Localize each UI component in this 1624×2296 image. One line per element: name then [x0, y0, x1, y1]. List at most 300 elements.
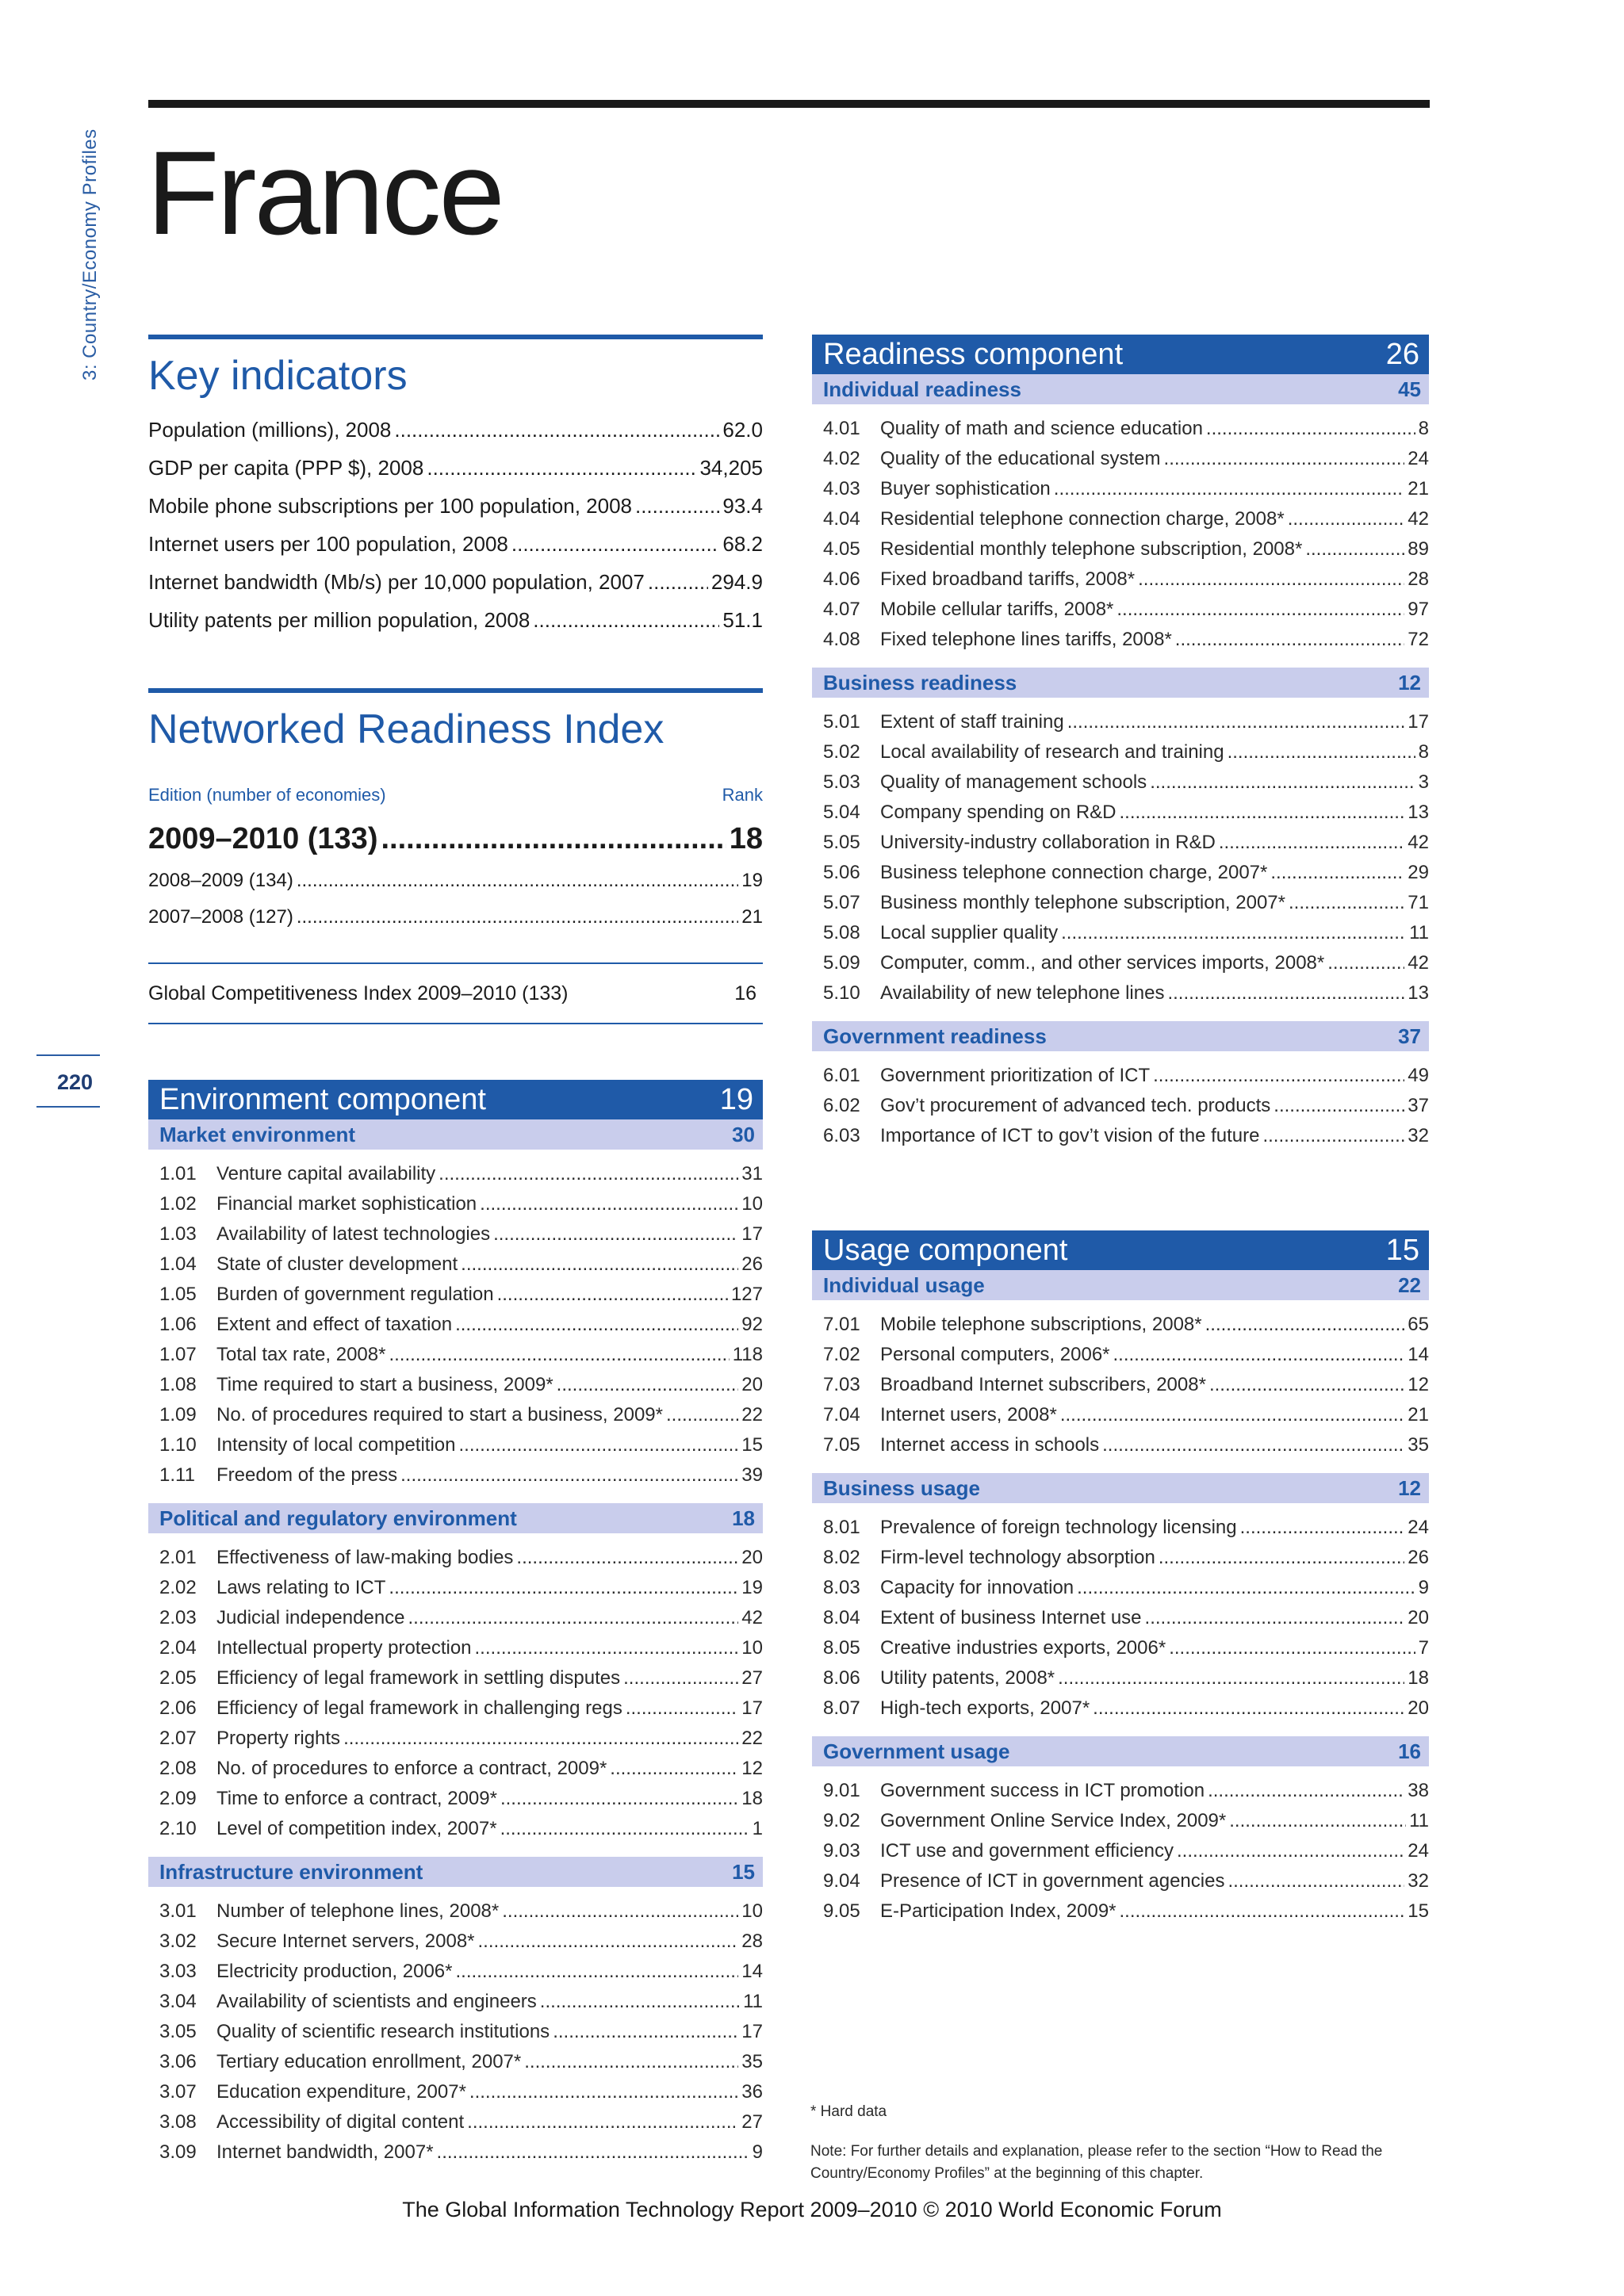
indicator-row — [812, 414, 1429, 444]
indicator-label: Local supplier quality — [880, 922, 1059, 943]
indicator-label: Total tax rate, 2008* — [216, 1344, 386, 1365]
nri-rank: 18 — [729, 822, 763, 855]
indicator-row — [148, 1370, 763, 1400]
indicator-rank: 17 — [741, 1223, 763, 1245]
page-number: 220 — [57, 1070, 94, 1094]
indicator-label: Intensity of local competition — [216, 1434, 456, 1456]
dot-leader — [1175, 625, 1405, 655]
component-rank: 15 — [1385, 1233, 1419, 1267]
indicator-row — [148, 1400, 763, 1430]
indicator-rank: 15 — [1408, 1900, 1429, 1922]
indicator-label: Availability of new telephone lines — [880, 982, 1165, 1004]
dot-leader — [1159, 1543, 1404, 1573]
indicator-row — [148, 1754, 763, 1784]
indicator-label: Quality of scientific research institutions — [216, 2021, 550, 2042]
indicator-label: High-tech exports, 2007* — [880, 1697, 1090, 1719]
subindex-header — [812, 1021, 1429, 1051]
indicator-rank: 32 — [1408, 1125, 1429, 1146]
indicator-row — [812, 595, 1429, 625]
dot-leader — [297, 899, 738, 936]
dot-leader — [1138, 564, 1404, 595]
indicator-rank: 21 — [1408, 478, 1429, 499]
indicator-row — [812, 1513, 1429, 1543]
indicator-rank: 8 — [1418, 418, 1429, 439]
dot-leader — [400, 1460, 738, 1490]
indicator-row — [812, 534, 1429, 564]
subindex-rank: 16 — [1398, 1739, 1421, 1763]
dot-leader — [455, 1310, 738, 1340]
indicator-row — [812, 1663, 1429, 1693]
indicator-rank: 71 — [1408, 892, 1429, 913]
indicator-label: Tertiary education enrollment, 2007* — [216, 2051, 522, 2072]
indicator-row — [812, 828, 1429, 858]
key-indicator-row — [148, 449, 763, 487]
indicator-code: 9.05 — [823, 1900, 860, 1922]
indicator-row — [812, 948, 1429, 978]
gci-row — [148, 962, 763, 1024]
subindex-rank: 45 — [1398, 377, 1421, 401]
indicator-rank: 38 — [1408, 1780, 1429, 1801]
indicator-rank: 10 — [741, 1900, 763, 1922]
indicator-row — [148, 1784, 763, 1814]
dot-leader — [502, 1896, 738, 1927]
subindex-title: Individual readiness — [823, 377, 1021, 401]
indicator-code: 9.03 — [823, 1840, 860, 1862]
key-indicator-value: 68.2 — [722, 532, 763, 556]
indicator-row — [812, 1866, 1429, 1896]
indicator-code: 1.05 — [159, 1284, 197, 1305]
key-indicators-section — [148, 335, 763, 639]
indicator-row — [812, 1370, 1429, 1400]
indicator-code: 1.04 — [159, 1253, 197, 1275]
indicator-label: Efficiency of legal framework in settling disputes — [216, 1667, 621, 1689]
indicator-rank: 22 — [741, 1728, 763, 1749]
environment-component — [148, 1080, 763, 2168]
indicator-row — [812, 1573, 1429, 1603]
key-indicator-row — [148, 563, 763, 601]
subindex-rank: 22 — [1398, 1272, 1421, 1297]
indicator-label: Financial market sophistication — [216, 1193, 477, 1215]
indicator-rank: 26 — [1408, 1547, 1429, 1568]
indicator-rank: 89 — [1408, 538, 1429, 560]
indicator-rank: 20 — [741, 1374, 763, 1395]
key-indicator-value: 294.9 — [710, 570, 763, 594]
component-header — [812, 1230, 1429, 1270]
indicator-label: Laws relating to ICT — [216, 1577, 386, 1598]
indicator-label: No. of procedures required to start a business, 2009* — [216, 1404, 663, 1425]
dot-leader — [1305, 534, 1404, 564]
indicator-label: Broadband Internet subscribers, 2008* — [880, 1374, 1206, 1395]
indicator-list — [148, 1543, 763, 1844]
dot-leader — [1274, 1091, 1404, 1121]
indicator-row — [812, 1310, 1429, 1340]
indicator-code: 3.03 — [159, 1961, 197, 1982]
dot-leader — [1209, 1370, 1404, 1400]
indicator-rank: 19 — [741, 1577, 763, 1598]
indicator-code: 3.01 — [159, 1900, 197, 1922]
dot-leader — [437, 2137, 749, 2168]
indicator-label: Number of telephone lines, 2008* — [216, 1900, 500, 1922]
dot-leader — [524, 2047, 738, 2077]
key-indicator-value: 93.4 — [722, 494, 763, 518]
component-rank: 19 — [719, 1082, 753, 1116]
nri-current-row — [148, 815, 763, 863]
nri-row — [148, 863, 763, 899]
subindex-rank: 30 — [732, 1122, 755, 1146]
indicator-code: 5.08 — [823, 922, 860, 943]
key-indicators-list — [148, 411, 763, 639]
dot-leader — [467, 2107, 738, 2137]
indicator-list — [148, 1159, 763, 1490]
indicator-label: Time required to start a business, 2009* — [216, 1374, 553, 1395]
dot-leader — [1167, 978, 1404, 1008]
indicator-rank: 24 — [1408, 448, 1429, 469]
indicator-code: 7.04 — [823, 1404, 860, 1425]
key-indicator-label: Utility patents per million population, 2008 — [148, 608, 530, 632]
indicator-rank: 1 — [752, 1818, 763, 1839]
nri-edition: 2007–2008 (127) — [148, 906, 293, 928]
key-indicator-label: Internet users per 100 population, 2008 — [148, 532, 508, 556]
indicator-row — [148, 1957, 763, 1987]
indicator-row — [148, 2077, 763, 2107]
indicator-code: 7.05 — [823, 1434, 860, 1456]
indicator-row — [812, 504, 1429, 534]
nri-title: Networked Readiness Index — [148, 706, 665, 752]
subindex-rank: 12 — [1398, 670, 1421, 695]
indicator-label: Property rights — [216, 1728, 341, 1749]
dot-leader — [1150, 767, 1415, 798]
dot-leader — [389, 1573, 738, 1603]
indicator-label: Government Online Service Index, 2009* — [880, 1810, 1227, 1831]
indicator-code: 5.02 — [823, 741, 860, 763]
indicator-row — [148, 1693, 763, 1724]
dot-leader — [623, 1663, 738, 1693]
indicator-label: Presence of ICT in government agencies — [880, 1870, 1225, 1892]
indicator-rank: 18 — [1408, 1667, 1429, 1689]
indicator-list — [812, 707, 1429, 1008]
dot-leader — [626, 1693, 738, 1724]
indicator-code: 6.02 — [823, 1095, 860, 1116]
indicator-row — [148, 1249, 763, 1280]
indicator-code: 3.04 — [159, 1991, 197, 2012]
indicator-row — [812, 888, 1429, 918]
indicator-row — [148, 2017, 763, 2047]
indicator-label: Availability of scientists and engineers — [216, 1991, 537, 2012]
indicator-code: 3.09 — [159, 2141, 197, 2163]
indicator-rank: 11 — [1409, 1810, 1429, 1831]
indicator-code: 8.07 — [823, 1697, 860, 1719]
subindex-header — [148, 1119, 763, 1150]
indicator-rank: 17 — [741, 2021, 763, 2042]
dot-leader — [1240, 1513, 1405, 1543]
indicator-row — [812, 1091, 1429, 1121]
indicator-row — [812, 978, 1429, 1008]
indicator-code: 8.06 — [823, 1667, 860, 1689]
indicator-label: ICT use and government efficiency — [880, 1840, 1174, 1862]
indicator-rank: 20 — [1408, 1697, 1429, 1719]
indicator-label: Government success in ICT promotion — [880, 1780, 1205, 1801]
component-header — [148, 1080, 763, 1119]
indicator-code: 1.06 — [159, 1314, 197, 1335]
indicator-label: Secure Internet servers, 2008* — [216, 1931, 475, 1952]
subindex-title: Infrastructure environment — [159, 1859, 423, 1884]
gci-label: Global Competitiveness Index 2009–2010 (133) — [148, 982, 569, 1004]
indicator-label: No. of procedures to enforce a contract, 2009* — [216, 1758, 607, 1779]
indicator-row — [148, 1927, 763, 1957]
indicator-label: Computer, comm., and other services imports, 2008* — [880, 952, 1325, 974]
indicator-list — [812, 1310, 1429, 1460]
dot-leader — [408, 1603, 739, 1633]
section-rule — [148, 335, 763, 339]
indicator-label: Mobile telephone subscriptions, 2008* — [880, 1314, 1202, 1335]
indicator-row — [812, 1896, 1429, 1927]
indicator-row — [812, 1633, 1429, 1663]
indicator-label: Education expenditure, 2007* — [216, 2081, 466, 2103]
indicator-code: 7.02 — [823, 1344, 860, 1365]
indicator-label: Accessibility of digital content — [216, 2111, 465, 2133]
indicator-code: 3.02 — [159, 1931, 197, 1952]
indicator-row — [812, 858, 1429, 888]
component-title: Usage component — [823, 1233, 1068, 1267]
indicator-list — [812, 1776, 1429, 1927]
indicator-label: Gov’t procurement of advanced tech. products — [880, 1095, 1271, 1116]
hard-data-note: * Hard data — [810, 2103, 887, 2120]
indicator-code: 9.04 — [823, 1870, 860, 1892]
indicator-rank: 22 — [741, 1404, 763, 1425]
indicator-code: 2.03 — [159, 1607, 197, 1628]
indicator-row — [812, 564, 1429, 595]
dot-leader — [533, 601, 719, 639]
nri-edition: 2009–2010 (133) — [148, 822, 378, 855]
subindex-header — [812, 668, 1429, 698]
indicator-rank: 49 — [1408, 1065, 1429, 1086]
key-indicator-row — [148, 411, 763, 449]
subindex-rank: 15 — [732, 1859, 755, 1884]
indicator-label: Personal computers, 2006* — [880, 1344, 1110, 1365]
indicator-code: 9.02 — [823, 1810, 860, 1831]
component-header — [812, 335, 1429, 374]
indicator-code: 1.11 — [159, 1464, 195, 1486]
explanation-note: Note: For further details and explanation, please refer to the section “How to Read the Country/Economy Profiles” at the beginning of this chapter. — [810, 2143, 1383, 2182]
indicator-rank: 11 — [1409, 922, 1429, 943]
subindex-title: Individual usage — [823, 1272, 985, 1297]
indicator-code: 3.08 — [159, 2111, 197, 2133]
component-rank: 26 — [1385, 337, 1419, 371]
indicator-code: 8.01 — [823, 1517, 860, 1538]
indicator-code: 2.04 — [159, 1637, 197, 1659]
indicator-code: 2.08 — [159, 1758, 197, 1779]
indicator-code: 8.02 — [823, 1547, 860, 1568]
dot-leader — [497, 1280, 728, 1310]
indicator-rank: 10 — [741, 1193, 763, 1215]
dot-leader — [475, 1633, 739, 1663]
indicator-label: Time to enforce a contract, 2009* — [216, 1788, 497, 1809]
indicator-label: Quality of math and science education — [880, 418, 1203, 439]
dot-leader — [1327, 948, 1404, 978]
indicator-rank: 21 — [1408, 1404, 1429, 1425]
dot-leader — [459, 1430, 739, 1460]
indicator-row — [148, 1603, 763, 1633]
key-indicator-row — [148, 487, 763, 525]
dot-leader — [469, 2077, 738, 2107]
key-indicator-row — [148, 525, 763, 563]
indicator-label: Internet bandwidth, 2007* — [216, 2141, 434, 2163]
indicator-rank: 29 — [1408, 862, 1429, 883]
dot-leader — [480, 1189, 738, 1219]
indicator-list — [812, 414, 1429, 655]
indicator-code: 4.05 — [823, 538, 860, 560]
dot-leader — [478, 1927, 739, 1957]
indicator-label: Efficiency of legal framework in challenging regs — [216, 1697, 622, 1719]
indicator-code: 1.09 — [159, 1404, 197, 1425]
indicator-label: Effectiveness of law-making bodies — [216, 1547, 514, 1568]
subindex-title: Market environment — [159, 1122, 356, 1146]
indicator-rank: 12 — [741, 1758, 763, 1779]
indicator-row — [812, 1806, 1429, 1836]
edition-header: Edition (number of economies) — [148, 785, 386, 805]
subindex-title: Government usage — [823, 1739, 1010, 1763]
indicator-code: 1.10 — [159, 1434, 197, 1456]
indicator-row — [148, 2047, 763, 2077]
dot-leader — [511, 525, 720, 563]
gci-rank: 16 — [734, 982, 756, 1004]
indicator-code: 1.01 — [159, 1163, 197, 1184]
indicator-label: Utility patents, 2008* — [880, 1667, 1055, 1689]
indicator-rank: 7 — [1418, 1637, 1429, 1659]
subindex-title: Business usage — [823, 1475, 980, 1500]
indicator-row — [148, 1543, 763, 1573]
indicator-row — [812, 1121, 1429, 1151]
indicator-rank: 36 — [741, 2081, 763, 2103]
indicator-code: 5.06 — [823, 862, 860, 883]
key-indicator-label: Population (millions), 2008 — [148, 418, 392, 442]
indicator-label: Electricity production, 2006* — [216, 1961, 453, 1982]
indicator-row — [812, 707, 1429, 737]
indicator-label: Firm-level technology absorption — [880, 1547, 1155, 1568]
dot-leader — [1067, 707, 1405, 737]
indicator-code: 6.01 — [823, 1065, 860, 1086]
indicator-code: 1.02 — [159, 1193, 197, 1215]
indicator-list — [148, 1896, 763, 2168]
dot-leader — [1288, 504, 1405, 534]
indicator-rank: 12 — [1408, 1374, 1429, 1395]
indicator-code: 5.05 — [823, 832, 860, 853]
dot-leader — [540, 1987, 740, 2017]
dot-leader — [381, 815, 726, 863]
indicator-label: Burden of government regulation — [216, 1284, 494, 1305]
indicator-rank: 3 — [1418, 771, 1429, 793]
dot-leader — [500, 1784, 738, 1814]
dot-leader — [1077, 1573, 1415, 1603]
indicator-label: Freedom of the press — [216, 1464, 398, 1486]
indicator-label: University-industry collaboration in R&D — [880, 832, 1216, 853]
indicator-code: 2.10 — [159, 1818, 197, 1839]
indicator-row — [148, 2107, 763, 2137]
indicator-rank: 32 — [1408, 1870, 1429, 1892]
indicator-row — [148, 1896, 763, 1927]
subindex-title: Political and regulatory environment — [159, 1506, 517, 1530]
indicator-row — [148, 1663, 763, 1693]
usage-component — [812, 1230, 1429, 1927]
indicator-rank: 42 — [1408, 832, 1429, 853]
indicator-code: 5.10 — [823, 982, 860, 1004]
indicator-code: 3.05 — [159, 2021, 197, 2042]
indicator-label: Residential telephone connection charge, 2008* — [880, 508, 1285, 530]
indicator-label: Fixed telephone lines tariffs, 2008* — [880, 629, 1172, 650]
key-indicators-title: Key indicators — [148, 353, 408, 399]
indicator-rank: 97 — [1408, 599, 1429, 620]
indicator-code: 2.07 — [159, 1728, 197, 1749]
nri-row — [148, 899, 763, 936]
indicator-row — [812, 1340, 1429, 1370]
indicator-code: 3.07 — [159, 2081, 197, 2103]
indicator-label: Government prioritization of ICT — [880, 1065, 1151, 1086]
indicator-row — [148, 1573, 763, 1603]
indicator-code: 7.01 — [823, 1314, 860, 1335]
subindex-header — [812, 374, 1429, 404]
dot-leader — [1120, 798, 1405, 828]
indicator-rank: 14 — [1408, 1344, 1429, 1365]
indicator-code: 4.07 — [823, 599, 860, 620]
indicator-label: Capacity for innovation — [880, 1577, 1074, 1598]
dot-leader — [1169, 1633, 1415, 1663]
indicator-code: 9.01 — [823, 1780, 860, 1801]
indicator-code: 5.01 — [823, 711, 860, 733]
indicator-code: 1.07 — [159, 1344, 197, 1365]
rank-header: Rank — [722, 785, 763, 805]
indicator-rank: 24 — [1408, 1517, 1429, 1538]
indicator-rank: 20 — [741, 1547, 763, 1568]
key-indicator-label: GDP per capita (PPP $), 2008 — [148, 456, 424, 480]
indicator-label: Creative industries exports, 2006* — [880, 1637, 1166, 1659]
component-title: Readiness component — [823, 337, 1124, 371]
indicator-row — [812, 737, 1429, 767]
component-title: Environment component — [159, 1082, 486, 1116]
section-side-tab: 3: Country/Economy Profiles — [79, 128, 101, 381]
dot-leader — [1060, 1400, 1404, 1430]
dot-leader — [1270, 858, 1404, 888]
dot-leader — [461, 1249, 738, 1280]
indicator-label: Judicial independence — [216, 1607, 405, 1628]
key-indicator-label: Internet bandwidth (Mb/s) per 10,000 population, 2007 — [148, 570, 645, 594]
indicator-row — [812, 1776, 1429, 1806]
indicator-row — [812, 1693, 1429, 1724]
dot-leader — [1061, 918, 1406, 948]
indicator-rank: 28 — [1408, 568, 1429, 590]
indicator-rank: 20 — [1408, 1607, 1429, 1628]
indicator-row — [812, 1430, 1429, 1460]
indicator-rank: 42 — [1408, 952, 1429, 974]
indicator-rank: 24 — [1408, 1840, 1429, 1862]
indicator-row — [148, 1310, 763, 1340]
indicator-label: Internet users, 2008* — [880, 1404, 1057, 1425]
indicator-row — [148, 1219, 763, 1249]
indicator-row — [812, 767, 1429, 798]
indicator-label: Local availability of research and training — [880, 741, 1224, 763]
indicator-label: Venture capital availability — [216, 1163, 436, 1184]
key-indicator-row — [148, 601, 763, 639]
dot-leader — [1058, 1663, 1404, 1693]
indicator-rank: 27 — [741, 2111, 763, 2133]
indicator-code: 2.09 — [159, 1788, 197, 1809]
indicator-label: Quality of the educational system — [880, 448, 1161, 469]
indicator-rank: 118 — [732, 1344, 763, 1365]
indicator-rank: 35 — [1408, 1434, 1429, 1456]
dot-leader — [1054, 474, 1405, 504]
indicator-code: 8.05 — [823, 1637, 860, 1659]
subindex-header — [148, 1503, 763, 1533]
indicator-row — [148, 1724, 763, 1754]
